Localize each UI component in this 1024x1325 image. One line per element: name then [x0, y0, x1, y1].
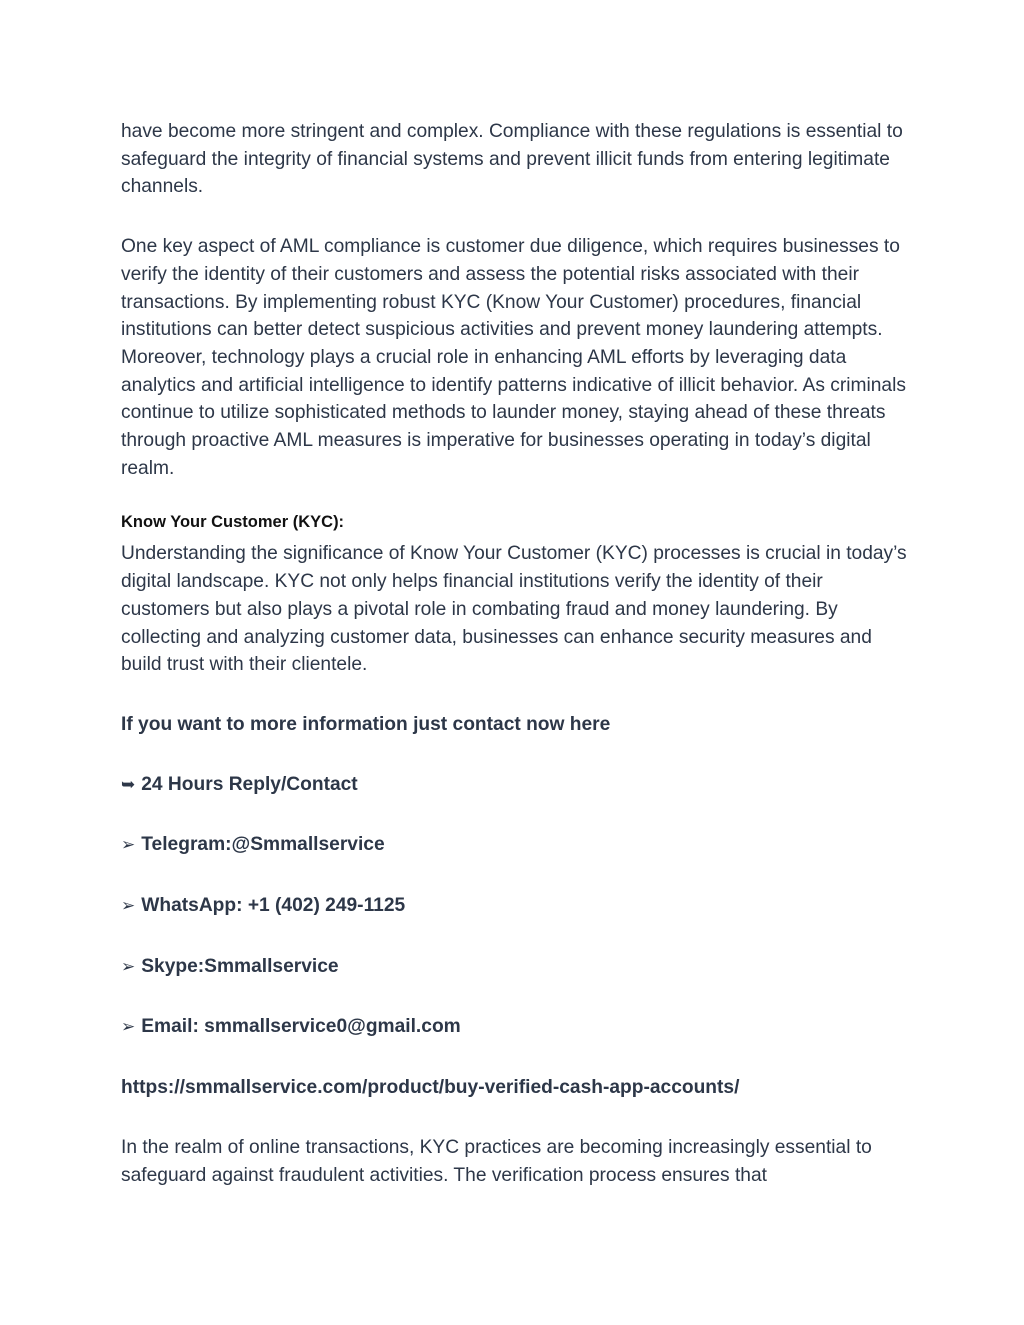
- product-link[interactable]: https://smmallservice.com/product/buy-verified-cash-app-accounts/: [121, 1077, 740, 1099]
- bullet-arrow-icon: ➢: [121, 835, 136, 856]
- paragraph-aml-regulations: have become more stringent and complex. Compliance with these regulations is essential to safeguard the integrity of financial systems and prevent illicit funds from entering legitimate channels.: [121, 121, 903, 198]
- contact-whatsapp-label: WhatsApp: +1 (402) 249-1125: [141, 895, 406, 917]
- paragraph-kyc-significance: Understanding the significance of Know Your Customer (KYC) processes is crucial in today’s digital landscape. KYC not only helps financial institutions verify the identity of their customers but also plays a pivotal role in combating fraud and money laundering. By collecting and analyzing customer data, businesses can enhance security measures and build trust with their clientele.: [121, 543, 907, 676]
- paragraph-aml-compliance: One key aspect of AML compliance is customer due diligence, which requires businesses to verify the identity of their customers and assess the potential risks associated with their transactions. By implementing robust KYC (Know Your Customer) procedures, financial institutions can better detect suspicious activities and prevent money laundering attempts. Moreover, technology plays a crucial role in enhancing AML efforts by leveraging data analytics and artificial intelligence to identify patterns indicative of illicit behavior. As criminals continue to utilize sophisticated methods to launder money, staying ahead of these threats through proactive AML measures is imperative for businesses operating in today’s digital realm.: [121, 236, 906, 479]
- bullet-arrow-icon: ➢: [121, 956, 136, 977]
- contact-telegram-label: Telegram:@Smmallservice: [141, 834, 385, 856]
- contact-email-item: [121, 1013, 911, 1042]
- contact-email-label: Email: smmallservice0@gmail.com: [141, 1016, 461, 1038]
- contact-reply-item: [121, 771, 911, 800]
- document-page: [121, 118, 911, 1189]
- bullet-arrow-icon: ➢: [121, 1017, 136, 1038]
- contact-whatsapp-item: [121, 892, 911, 921]
- contact-telegram-item: [121, 831, 911, 860]
- contact-skype-item: [121, 953, 911, 982]
- paragraph-online-transactions: In the realm of online transactions, KYC practices are becoming increasingly essential to safeguard against fraudulent activities. The verification process ensures that: [121, 1136, 872, 1186]
- product-link-line: [121, 1074, 911, 1102]
- bullet-arrow-icon: ➢: [121, 896, 136, 917]
- contact-reply-label: 24 Hours Reply/Contact: [141, 773, 358, 795]
- contact-intro: If you want to more information just contact now here: [121, 713, 611, 735]
- contact-skype-label: Skype:Smmallservice: [141, 955, 339, 977]
- kyc-heading: Know Your Customer (KYC):: [121, 513, 345, 532]
- arrow-icon: ➥: [121, 774, 136, 795]
